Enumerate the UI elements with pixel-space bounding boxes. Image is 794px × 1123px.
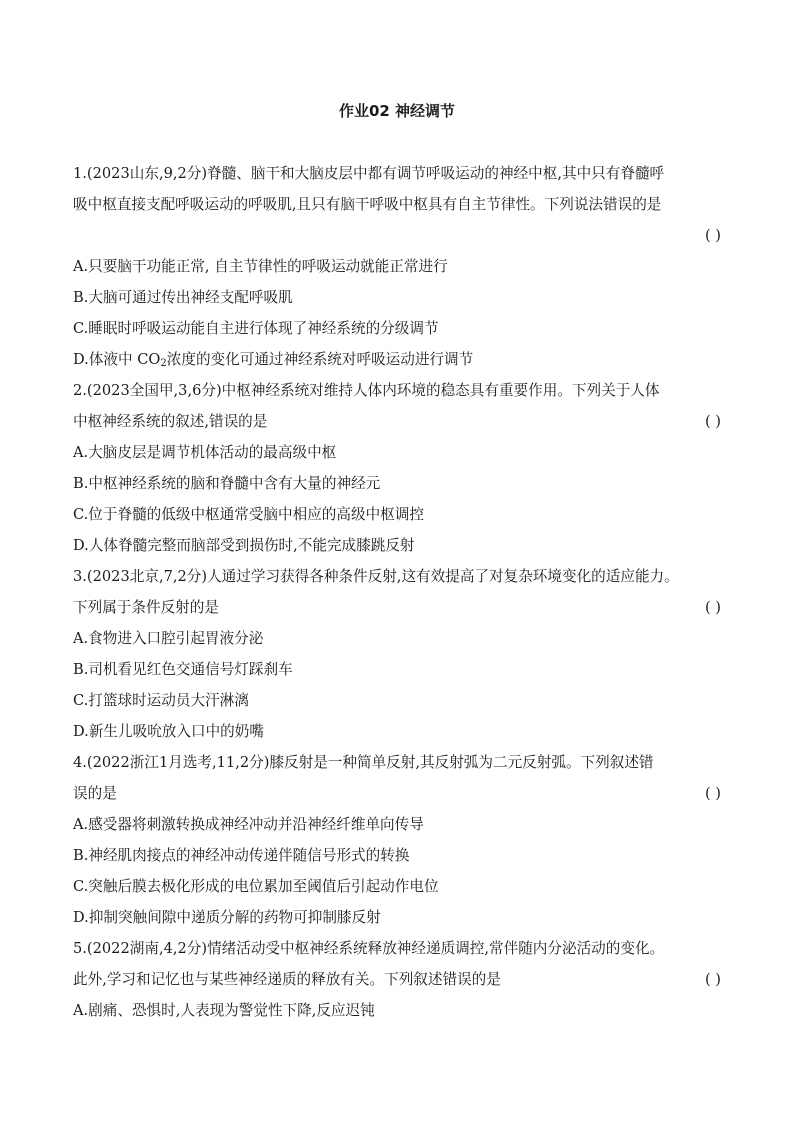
q3-option-d: D.新生儿吸吮放入口中的奶嘴 [73, 723, 264, 740]
q1-option-d-before: D.体液中 CO [73, 351, 161, 368]
q3-stem-line2 [73, 597, 733, 628]
q2-option-d: D.人体脊髓完整而脑部受到损伤时,不能完成膝跳反射 [73, 537, 415, 554]
q5-stem-text1: 5.(2022湖南,4,2分)情绪活动受中枢神经系统释放神经递质调控,常伴随内分泌活动的变化。 [73, 940, 665, 957]
q4-stem-line2 [73, 783, 733, 814]
q3-stem-line1 [73, 566, 733, 597]
q4-option-d: D.抑制突触间隙中递质分解的药物可抑制膝反射 [73, 909, 381, 926]
q4-stem-text2: 误的是 [73, 785, 117, 802]
q1-answer-bracket: ( ) [704, 227, 721, 244]
q1-option-d [73, 349, 733, 380]
q1-option-c: C.睡眠时呼吸运动能自主进行体现了神经系统的分级调节 [73, 320, 439, 337]
q2-answer-bracket: ( ) [704, 413, 721, 430]
q1-option-b: B.大脑可通过传出神经支配呼吸肌 [73, 289, 293, 306]
question-list [73, 163, 733, 1031]
q3-option-b: B.司机看见红色交通信号灯踩刹车 [73, 661, 293, 678]
q1-stem-line1 [73, 163, 733, 194]
q3-stem-text2: 下列属于条件反射的是 [73, 599, 219, 616]
q5-stem-text2: 此外,学习和记忆也与某些神经递质的释放有关。下列叙述错误的是 [73, 971, 501, 988]
q1-stem-text1: 1.(2023山东,9,2分)脊髓、脑干和大脑皮层中都有调节呼吸运动的神经中枢,其中只有脊髓呼 [73, 165, 665, 182]
q2-stem-line1 [73, 380, 733, 411]
q4-stem-text1: 4.(2022浙江1月选考,11,2分)膝反射是一种简单反射,其反射弧为二元反射弧。下列叙述错 [73, 754, 654, 771]
q2-option-c: C.位于脊髓的低级中枢通常受脑中相应的高级中枢调控 [73, 506, 424, 523]
q2-stem-text2: 中枢神经系统的叙述,错误的是 [73, 413, 268, 430]
q4-option-b: B.神经肌肉接点的神经冲动传递伴随信号形式的转换 [73, 847, 410, 864]
q3-stem-text1: 3.(2023北京,7,2分)人通过学习获得各种条件反射,这有效提高了对复杂环境变化的适应能力。 [73, 568, 679, 585]
q3-option-c: C.打篮球时运动员大汗淋漓 [73, 692, 249, 709]
q1-answer-line [73, 225, 733, 256]
q1-option-d-after: 浓度的变化可通过神经系统对呼吸运动进行调节 [166, 351, 474, 368]
q4-option-a: A.感受器将刺激转换成神经冲动并沿神经纤维单向传导 [73, 816, 424, 833]
q5-option-a: A.剧痛、恐惧时,人表现为警觉性下降,反应迟钝 [73, 1002, 375, 1019]
q1-stem-line2 [73, 194, 733, 225]
q5-stem-line1 [73, 938, 733, 969]
q1-option-d-subscript: 2 [160, 358, 167, 369]
q1-option-a: A.只要脑干功能正常, 自主节律性的呼吸运动就能正常进行 [73, 258, 448, 275]
page-title: 作业02 神经调节 [338, 102, 456, 120]
q3-option-a: A.食物进入口腔引起胃液分泌 [73, 630, 264, 647]
q2-stem-line2 [73, 411, 733, 442]
q1-stem-text2: 吸中枢直接支配呼吸运动的呼吸肌,且只有脑干呼吸中枢具有自主节律性。下列说法错误的是 [73, 196, 662, 213]
q5-stem-line2 [73, 969, 733, 1000]
q4-answer-bracket: ( ) [704, 785, 721, 802]
q2-stem-text1: 2.(2023全国甲,3,6分)中枢神经系统对维持人体内环境的稳态具有重要作用。下列关于人体 [73, 382, 660, 399]
q5-answer-bracket: ( ) [704, 971, 721, 988]
q4-option-c: C.突触后膜去极化形成的电位累加至阈值后引起动作电位 [73, 878, 439, 895]
q2-option-b: B.中枢神经系统的脑和脊髓中含有大量的神经元 [73, 475, 381, 492]
q4-stem-line1 [73, 752, 733, 783]
q2-option-a: A.大脑皮层是调节机体活动的最高级中枢 [73, 444, 337, 461]
q3-answer-bracket: ( ) [704, 599, 721, 616]
